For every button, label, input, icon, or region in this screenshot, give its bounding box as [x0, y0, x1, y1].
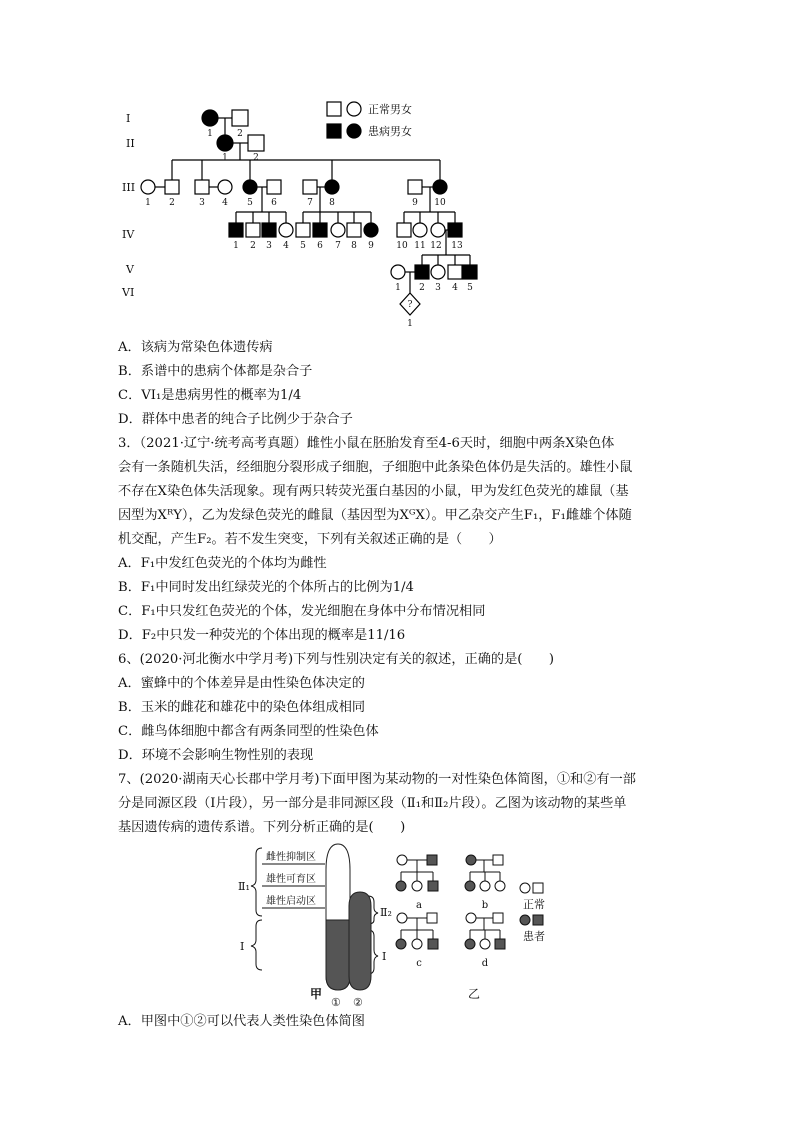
legend-normal: 正常男女	[368, 103, 412, 116]
segment-I-label: Ⅰ	[240, 940, 245, 953]
gen-label: II	[126, 137, 135, 150]
q2-option-b: B．系谱中的患病个体都是杂合子	[118, 364, 313, 379]
individual-label: 4	[283, 241, 289, 251]
individual-label: 5	[247, 198, 253, 208]
gen-label: V	[126, 263, 134, 276]
pedigree-figure	[0, 0, 800, 330]
q3-stem-line: 因型为XᴿY），乙为发绿色荧光的雌鼠（基因型为XᴳX）。甲乙杂交产生F₁，F₁雌雄个体随	[118, 508, 632, 523]
q3-option-c: C．F₁中只发红色荧光的个体，发光细胞在身体中分布情况相同	[118, 604, 486, 619]
gen-label: VI	[122, 286, 135, 299]
q3-stem-line: 会有一条随机失活，经细胞分裂形成子细胞，子细胞中此条染色体仍是失活的。雄性小鼠	[118, 460, 633, 475]
region-label: 雄性启动区	[266, 896, 316, 907]
individual-label: 7	[307, 198, 313, 208]
segment-I-label-right: Ⅰ	[382, 950, 387, 963]
q7-figure	[0, 840, 800, 1010]
individual-label: 2	[169, 198, 175, 208]
individual-label: 1	[207, 129, 213, 139]
individual-label: 1	[395, 283, 401, 293]
q3-option-b: B．F₁中同时发出红绿荧光的个体所占的比例为1/4	[118, 580, 414, 595]
individual-label: 3	[266, 241, 272, 251]
individual-label: 8	[329, 198, 335, 208]
q6-stem: 6、(2020·河北衡水中学月考)下列与性别决定有关的叙述，正确的是( )	[118, 652, 554, 667]
q7-option-a: A．甲图中①②可以代表人类性染色体简图	[118, 1014, 365, 1029]
q3-option-a: A．F₁中发红色荧光的个体均为雌性	[118, 556, 327, 571]
individual-label: 9	[412, 198, 418, 208]
q2-option-d: D．群体中患者的纯合子比例少于杂合子	[118, 412, 353, 427]
individual-label: 11	[414, 241, 426, 251]
gen-label: I	[126, 112, 131, 125]
individual-label: 10	[396, 241, 408, 251]
q6-option-a: A．蜜蜂中的个体差异是由性染色体决定的	[118, 676, 365, 691]
individual-label: 5	[300, 241, 306, 251]
figure-yi-caption: 乙	[467, 987, 481, 1001]
region-label: 雄性可育区	[266, 874, 316, 885]
unknown-mark: ?	[407, 300, 413, 310]
individual-label: 13	[451, 241, 463, 251]
individual-label: 1	[407, 319, 413, 329]
panel-label: b	[481, 900, 489, 911]
q6-option-c: C．雌鸟体细胞中都含有两条同型的性染色体	[118, 724, 379, 739]
individual-label: 5	[467, 283, 473, 293]
q3-stem-line: 机交配，产生F₂。若不发生突变，下列有关叙述正确的是（ ）	[118, 532, 502, 547]
segment-II1-label: Ⅱ₁	[238, 880, 250, 893]
individual-label: 6	[317, 241, 323, 251]
q6-option-b: B．玉米的雌花和雄花中的染色体组成相同	[118, 700, 366, 715]
chromosome-1-mark: ①	[331, 996, 341, 1009]
region-label: 雌性抑制区	[266, 852, 316, 863]
individual-label: 8	[351, 241, 357, 251]
legend-affected-label: 患者	[523, 930, 545, 943]
chromosome-2-mark: ②	[353, 996, 363, 1009]
q7-stem-line: 分是同源区段（Ⅰ片段），另一部分是非同源区段（Ⅱ₁和Ⅱ₂片段）。乙图为该动物的某些单	[118, 796, 627, 811]
individual-label: 1	[145, 198, 151, 208]
individual-label: 2	[253, 153, 259, 163]
panel-label: c	[416, 958, 422, 969]
q2-option-c: C．VI₁是患病男性的概率为1/4	[118, 388, 302, 403]
gen-label: III	[122, 181, 136, 194]
individual-label: 2	[250, 241, 256, 251]
individual-label: 9	[368, 241, 374, 251]
legend-affected: 患病男女	[368, 125, 412, 138]
legend-normal-label: 正常	[523, 898, 545, 911]
q3-stem-line: 3．（2021·辽宁·统考高考真题）雌性小鼠在胚胎发育至4-6天时，细胞中两条X染色体	[118, 436, 615, 451]
q6-option-d: D．环境不会影响生物性别的表现	[118, 748, 314, 763]
gen-label: IV	[122, 228, 135, 241]
individual-label: 2	[419, 283, 425, 293]
individual-label: 4	[452, 283, 458, 293]
individual-label: 3	[199, 198, 205, 208]
q2-option-a: A．该病为常染色体遗传病	[118, 340, 273, 355]
q7-stem-line: 基因遗传病的遗传系谱。下列分析正确的是( )	[118, 820, 406, 835]
segment-II2-label: Ⅱ₂	[380, 906, 392, 919]
individual-label: 1	[222, 153, 228, 163]
q3-stem-line: 不存在X染色体失活现象。现有两只转荧光蛋白基因的小鼠，甲为发红色荧光的雄鼠（基	[118, 484, 629, 499]
individual-label: 7	[335, 241, 341, 251]
individual-label: 10	[434, 198, 446, 208]
individual-label: 6	[271, 198, 277, 208]
panel-label: d	[481, 958, 489, 969]
individual-label: 1	[233, 241, 239, 251]
individual-label: 4	[222, 198, 228, 208]
individual-label: 3	[435, 283, 441, 293]
q7-stem-line: 7、(2020·湖南天心长郡中学月考)下面甲图为某动物的一对性染色体简图，①和②有一部	[118, 772, 636, 787]
individual-label: 12	[430, 241, 442, 251]
q3-option-d: D．F₂中只发一种荧光的个体出现的概率是11/16	[118, 628, 406, 643]
panel-label: a	[416, 900, 422, 911]
individual-label: 2	[237, 129, 243, 139]
figure-jia-caption: 甲	[309, 987, 323, 1001]
